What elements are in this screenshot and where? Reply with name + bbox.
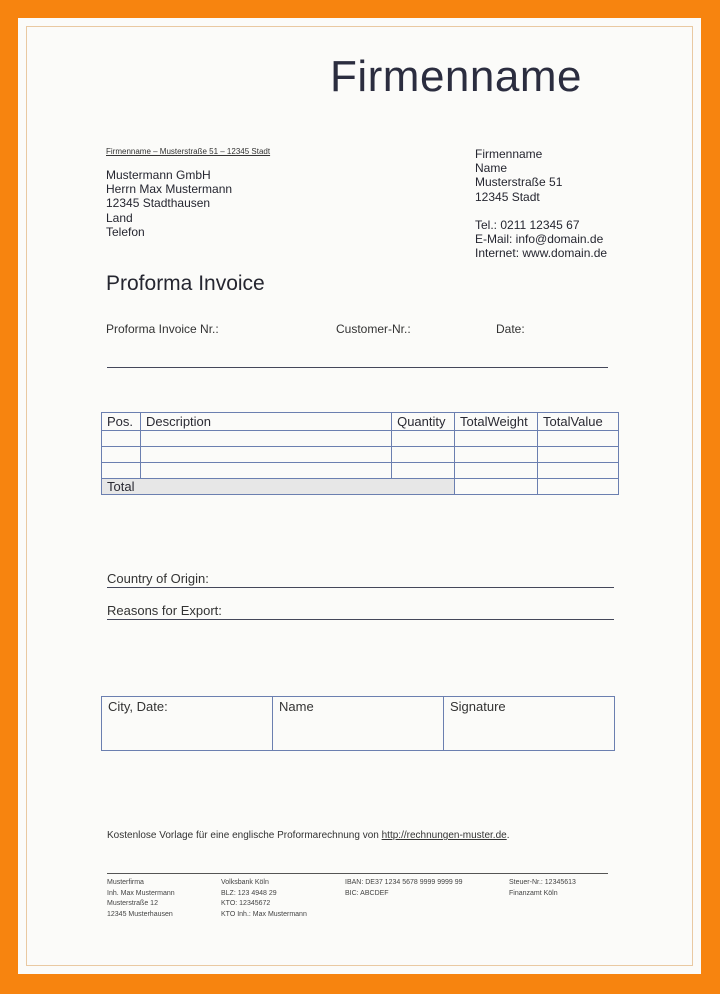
footer-line: Volksbank Köln (221, 879, 269, 886)
table-cell[interactable] (102, 431, 141, 447)
column-header-total-value: TotalValue (538, 413, 619, 431)
table-cell[interactable] (102, 463, 141, 479)
customer-number-label: Customer-Nr.: (336, 322, 411, 336)
sender-address-line: Firmenname – Musterstraße 51 – 12345 Stadt (106, 147, 271, 156)
total-label: Total (102, 479, 455, 495)
signature-label: Signature (450, 699, 506, 714)
table-row (102, 431, 619, 447)
total-value-cell[interactable] (538, 479, 619, 495)
invoice-number-label: Proforma Invoice Nr.: (106, 322, 219, 336)
table-cell[interactable] (140, 447, 391, 463)
date-label: Date: (496, 322, 525, 336)
template-source-link[interactable]: http://rechnungen-muster.de (381, 830, 507, 841)
footer-bank-info (221, 878, 307, 920)
column-header-description: Description (140, 413, 391, 431)
footer-iban-info (345, 878, 463, 899)
recipient-line: Land (106, 210, 133, 225)
table-cell[interactable] (455, 447, 538, 463)
footer-line: Steuer-Nr.: 12345613 (509, 879, 576, 886)
footer-line: KTO Inh.: Max Mustermann (221, 910, 307, 918)
footer-line: Musterfirma (107, 879, 144, 886)
recipient-line: Telefon (106, 224, 145, 239)
footer-line: Inh. Max Mustermann (107, 889, 175, 897)
company-address-line: Firmenname (475, 147, 543, 161)
footer-line: IBAN: DE37 1234 5678 9999 9999 99 (345, 879, 463, 886)
table-cell[interactable] (140, 463, 391, 479)
company-address-line: Musterstraße 51 (475, 175, 563, 190)
table-cell[interactable] (455, 431, 538, 447)
table-cell[interactable] (538, 463, 619, 479)
table-cell[interactable] (102, 447, 141, 463)
signature-field[interactable] (444, 697, 614, 750)
total-weight-cell[interactable] (455, 479, 538, 495)
table-row (102, 447, 619, 463)
recipient-line: 12345 Stadthausen (106, 196, 211, 211)
country-of-origin-line[interactable] (107, 587, 614, 588)
document-title: Proforma Invoice (106, 272, 265, 295)
company-address-line: 12345 Stadt (475, 189, 540, 204)
column-header-quantity: Quantity (392, 413, 455, 431)
table-cell[interactable] (140, 431, 391, 447)
signature-box (101, 696, 615, 751)
table-cell[interactable] (538, 447, 619, 463)
footer-tax-info (509, 878, 576, 899)
recipient-line: Mustermann GmbH (106, 168, 211, 182)
city-date-label: City, Date: (108, 699, 168, 714)
total-row (102, 479, 619, 495)
reasons-for-export-line[interactable] (107, 619, 614, 620)
company-email: E-Mail: info@domain.de (475, 232, 604, 247)
company-phone: Tel.: 0211 12345 67 (475, 217, 580, 232)
name-field[interactable] (273, 697, 444, 750)
footer-line: 12345 Musterhausen (107, 910, 173, 918)
footer-line: Finanzamt Köln (509, 889, 558, 897)
recipient-address (106, 168, 232, 239)
name-label: Name (279, 699, 314, 714)
footer-line: BIC: ABCDEF (345, 889, 389, 897)
city-date-field[interactable] (102, 697, 273, 750)
company-website: Internet: www.domain.de (475, 246, 608, 261)
table-header-row (102, 413, 619, 431)
footer-company-info (107, 878, 175, 920)
table-cell[interactable] (392, 431, 455, 447)
column-header-pos: Pos. (102, 413, 141, 431)
column-header-total-weight: TotalWeight (455, 413, 538, 431)
company-info-block (475, 147, 607, 260)
country-of-origin-label: Country of Origin: (107, 571, 209, 586)
header-field-underline (107, 367, 608, 368)
table-cell[interactable] (455, 463, 538, 479)
footer-line: BLZ: 123 4948 29 (221, 889, 277, 897)
table-cell[interactable] (538, 431, 619, 447)
footer-line: Musterstraße 12 (107, 900, 158, 907)
recipient-line: Herrn Max Mustermann (106, 182, 233, 197)
template-note-suffix: . (506, 830, 510, 841)
company-address-line: Name (475, 161, 508, 176)
company-name-title: Firmenname (330, 52, 582, 101)
footer-line: KTO: 12345672 (221, 900, 271, 907)
footer-divider (107, 873, 608, 874)
items-table (101, 412, 619, 495)
table-cell[interactable] (392, 447, 455, 463)
reasons-for-export-label: Reasons for Export: (107, 603, 222, 618)
template-note-text: Kostenlose Vorlage für eine englische Proformarechnung von (107, 830, 382, 841)
table-row (102, 463, 619, 479)
table-cell[interactable] (392, 463, 455, 479)
template-note (107, 830, 509, 841)
